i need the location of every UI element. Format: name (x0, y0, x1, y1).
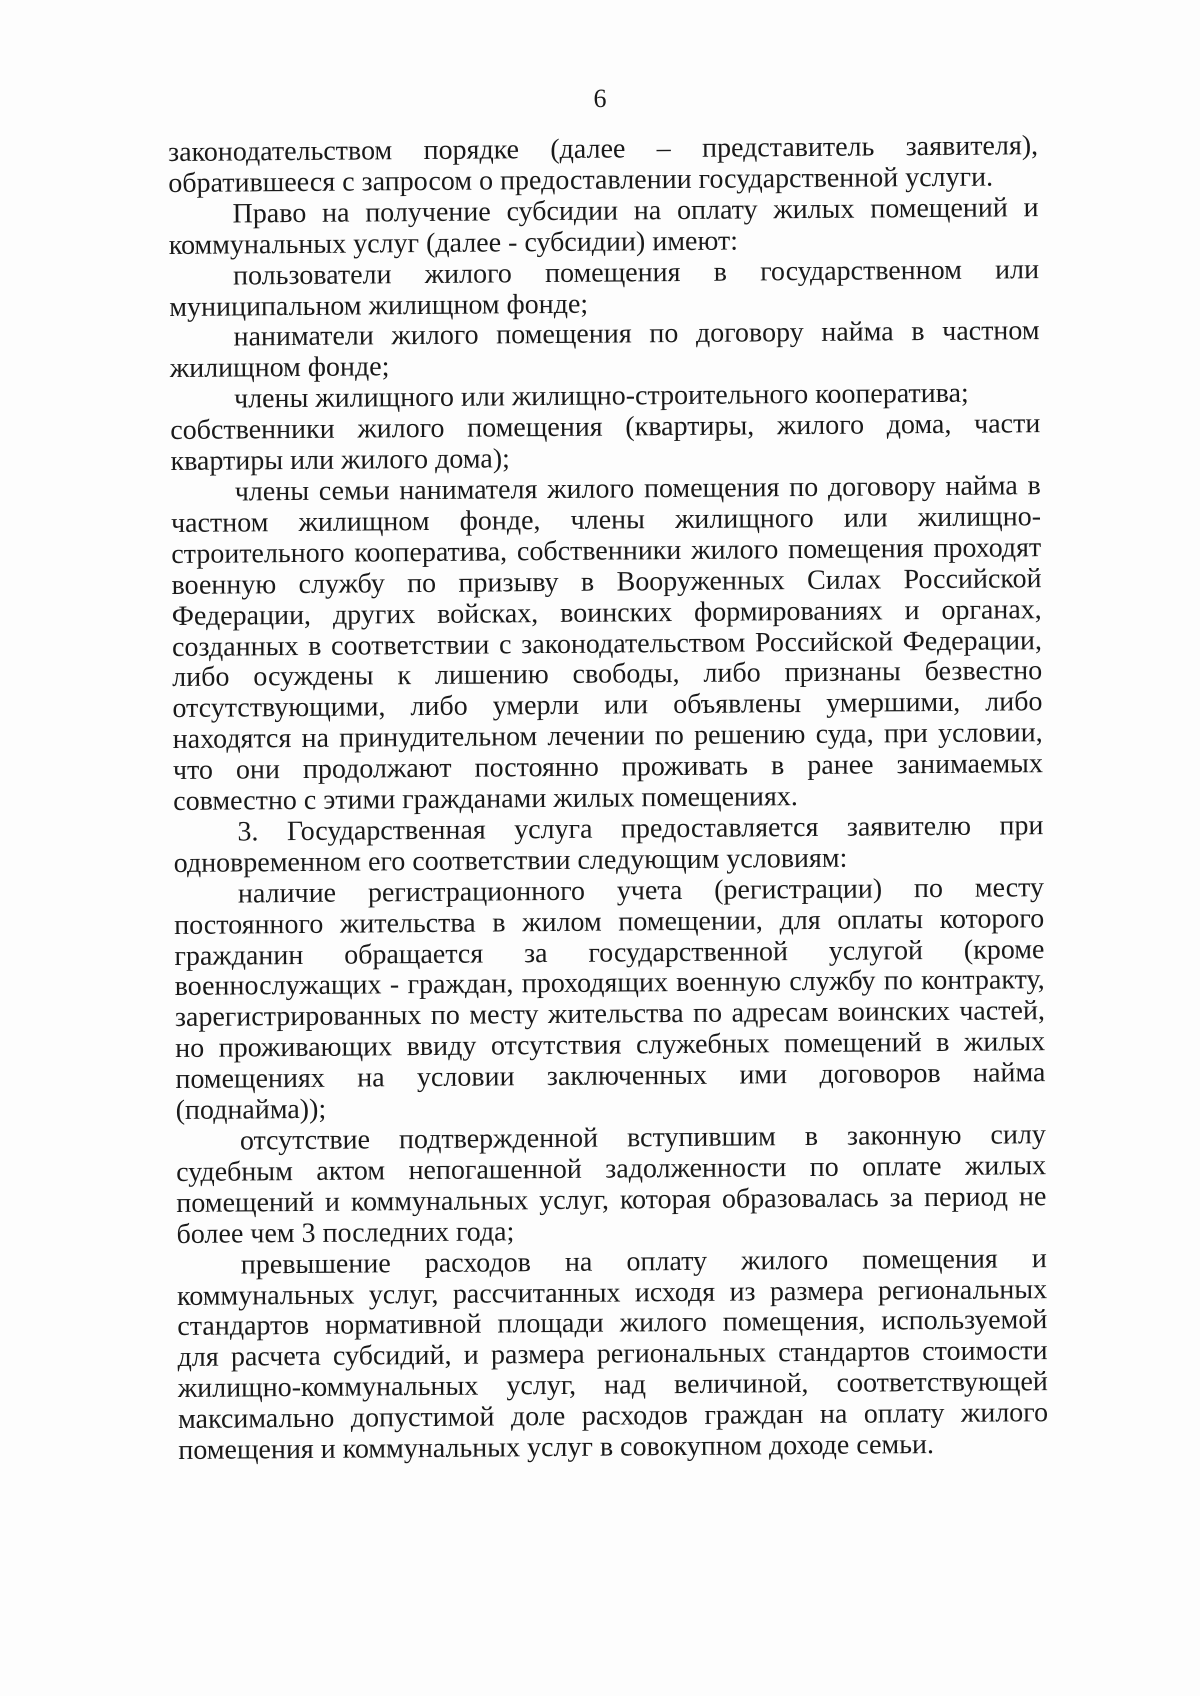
document-body (168, 131, 1048, 1467)
page-number: 6 (593, 84, 607, 113)
paragraph-tenants-private-fund: наниматели жилого помещения по договору найма в частном жилищном фонде; (169, 315, 1040, 385)
paragraph-expense-excess-condition: превышение расходов на оплату жилого помещения и коммунальных услуг, рассчитанных исходя из размера региональных стандартов нормативной площади жилого помещения, используемой для расчета субсидий, и размера региональных стандартов стоимости жилищно-коммунальных услуг, над величиной, соответствующей максимально допустимой доле расходов граждан на оплату жилого помещения и коммунальных услуг в совокупном доходе семьи. (176, 1242, 1049, 1467)
paragraph-cooperative-members: члены жилищного или жилищно-строительного кооператива; (233, 377, 969, 415)
paragraph-subsidy-right: Право на получение субсидии на оплату жилых помещений и коммунальных услуг (далее - субсидии) имеют: (168, 191, 1039, 261)
paragraph-family-members: члены семьи нанимателя жилого помещения по договору найма в частном жилищном фонде, члены жилищного или жилищно-строительного кооператива, собственники жилого помещения проходят военную службу по призыву в Вооруженных Силах Российской Федерации, других войсках, воинских формированиях и органах, созданных в соответствии с законодательством Российской Федерации, либо осуждены к лишению свободы, либо признаны безвестно отсутствующими, либо умерли или объявлены умершими, либо находятся на принудительном лечении по решению суда, при условии, что они продолжают постоянно проживать в ранее занимаемых совместно с этими гражданами жилых помещениях. (170, 470, 1044, 818)
paragraph-section-3: 3. Государственная услуга предоставляется заявителю при одновременном его соответствии следующим условиям: (173, 810, 1044, 879)
paragraph-registration-condition: наличие регистрационного учета (регистрации) по месту постоянного жительства в жилом помещении, для оплаты которого гражданин обращается за государственной услугой (кроме военнослужащих - граждан, проходящих военную службу по контракту, зарегистрированных по месту жительства по адресам воинских частей, но проживающих ввиду отсутствия служебных помещений в жилых помещениях на условии заключенных ими договоров найма (поднайма)); (174, 871, 1046, 1127)
paragraph-users-state-fund: пользователи жилого помещения в государственном или муниципальном жилищном фонде; (169, 253, 1040, 323)
paragraph-continuation: законодательством порядке (далее – представитель заявителя), обратившееся с запросом о предоставлении государственной услуги. (167, 130, 1039, 199)
paragraph-no-debt-condition: отсутствие подтвержденной вступившим в законную силу судебным актом непогашенной задолженности по оплате жилых помещений и коммунальных услуг, которая образовалась за период не более чем 3 последних года; (176, 1119, 1047, 1250)
paragraph-owners: собственники жилого помещения (квартиры, жилого дома, части квартиры или жилого дома); (170, 408, 1041, 478)
